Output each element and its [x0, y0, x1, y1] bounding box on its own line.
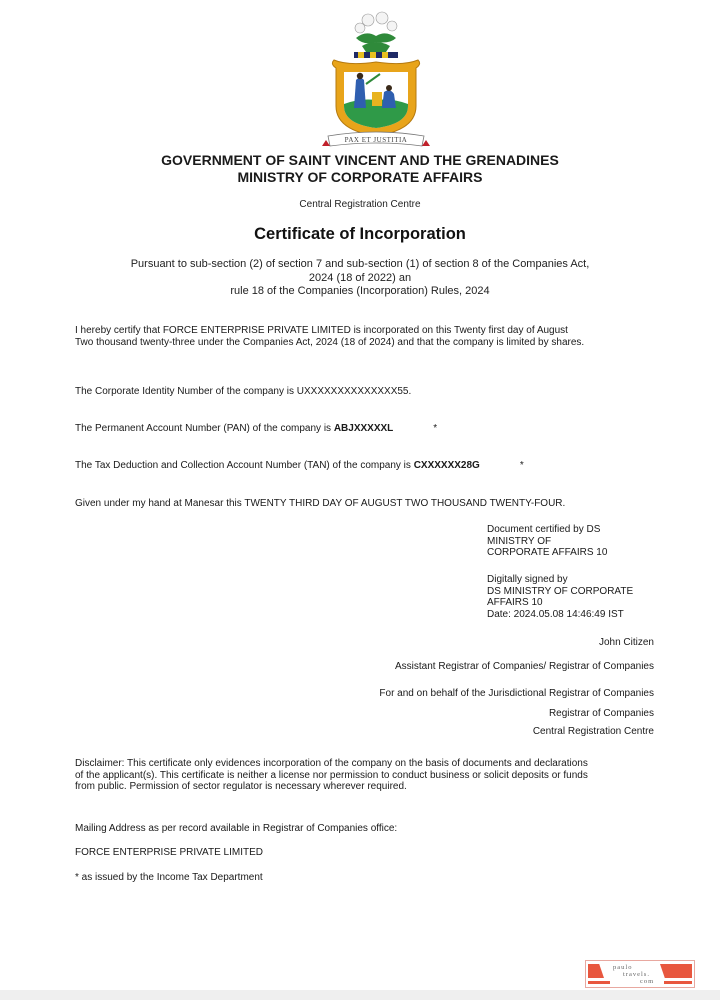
- ministry-name: MINISTRY OF CORPORATE AFFAIRS: [237, 169, 483, 185]
- signed-line: DS MINISTRY OF CORPORATE: [487, 585, 634, 597]
- pursuant-line: 2024 (18 of 2022) an: [308, 271, 412, 284]
- signature-date: Date: 2024.05.08 14:46:49 IST: [487, 608, 624, 620]
- registrar-line: Registrar of Companies: [548, 708, 654, 719]
- motto-text: PAX ET JUSTITIA: [344, 136, 408, 144]
- pursuant-line: rule 18 of the Companies (Incorporation) Rules, 2024: [230, 285, 490, 297]
- disclaimer: [75, 758, 655, 793]
- asterisk-marker: *: [433, 423, 438, 434]
- coat-of-arms-icon: [320, 8, 432, 148]
- footnote: * as issued by the Income Tax Department: [75, 872, 263, 883]
- pan-label: The Permanent Account Number (PAN) of the company is: [75, 423, 334, 434]
- pan-value: ABJXXXXXL: [333, 423, 394, 434]
- digital-signature-block: [487, 574, 633, 620]
- disclaimer-line: of the applicant(s). This certificate is neither a license nor permission to conduct business or solicit deposits or funds: [75, 769, 588, 781]
- government-heading: [0, 152, 720, 186]
- viewer-bottom-strip: [0, 990, 720, 1000]
- signed-line: Digitally signed by: [487, 574, 568, 585]
- pursuant-line: Pursuant to sub-section (2) of section 7 and sub-section (1) of section 8 of the Companies Act,: [130, 258, 590, 270]
- certified-line: Document certified by DS: [487, 524, 601, 535]
- pan-statement: [75, 423, 437, 435]
- certify-line: Two thousand twenty-three under the Companies Act, 2024 (18 of 2024) and that the company is limited by shares.: [75, 336, 585, 348]
- signatory-name: John Citizen: [598, 637, 654, 648]
- watermark-logo: [585, 960, 695, 988]
- certificate-title: Certificate of Incorporation: [254, 225, 466, 243]
- mailing-company-name: FORCE ENTERPRISE PRIVATE LIMITED: [75, 847, 263, 858]
- watermark-text: paulo: [613, 964, 633, 971]
- tan-statement: [75, 460, 524, 472]
- watermark-text: travels.: [623, 971, 650, 978]
- centre-line: Central Registration Centre: [532, 726, 654, 737]
- certified-line: MINISTRY OF: [487, 535, 552, 547]
- tan-label: The Tax Deduction and Collection Account Number (TAN) of the company is: [75, 460, 414, 471]
- pursuant-clause: [0, 258, 720, 299]
- office-name: Central Registration Centre: [299, 199, 421, 210]
- certified-line: CORPORATE AFFAIRS 10: [487, 547, 608, 558]
- watermark-text: com: [640, 978, 655, 985]
- certification-statement: [75, 325, 675, 348]
- disclaimer-line: from public. Permission of sector regulator is necessary wherever required.: [75, 781, 407, 792]
- given-statement: Given under my hand at Manesar this TWENTY THIRD DAY OF AUGUST TWO THOUSAND TWENTY-FOUR.: [75, 498, 566, 509]
- tan-value: CXXXXXX28G: [413, 460, 480, 471]
- certify-line: I hereby certify that FORCE ENTERPRISE PRIVATE LIMITED is incorporated on this Twenty first day of August: [75, 325, 568, 336]
- signed-line: AFFAIRS 10: [487, 597, 543, 608]
- cin-statement: The Corporate Identity Number of the company is UXXXXXXXXXXXXXX55.: [75, 386, 412, 397]
- on-behalf-line: For and on behalf of the Jurisdictional Registrar of Companies: [379, 688, 654, 699]
- mailing-address-label: Mailing Address as per record available in Registrar of Companies office:: [75, 823, 398, 834]
- asterisk-marker: *: [519, 460, 524, 471]
- government-name: GOVERNMENT OF SAINT VINCENT AND THE GRENADINES: [161, 152, 559, 168]
- disclaimer-line: Disclaimer: This certificate only evidences incorporation of the company on the basis of documents and declarations: [75, 758, 588, 769]
- signatory-role: Assistant Registrar of Companies/ Registrar of Companies: [395, 661, 654, 672]
- document-certified-block: [487, 524, 607, 559]
